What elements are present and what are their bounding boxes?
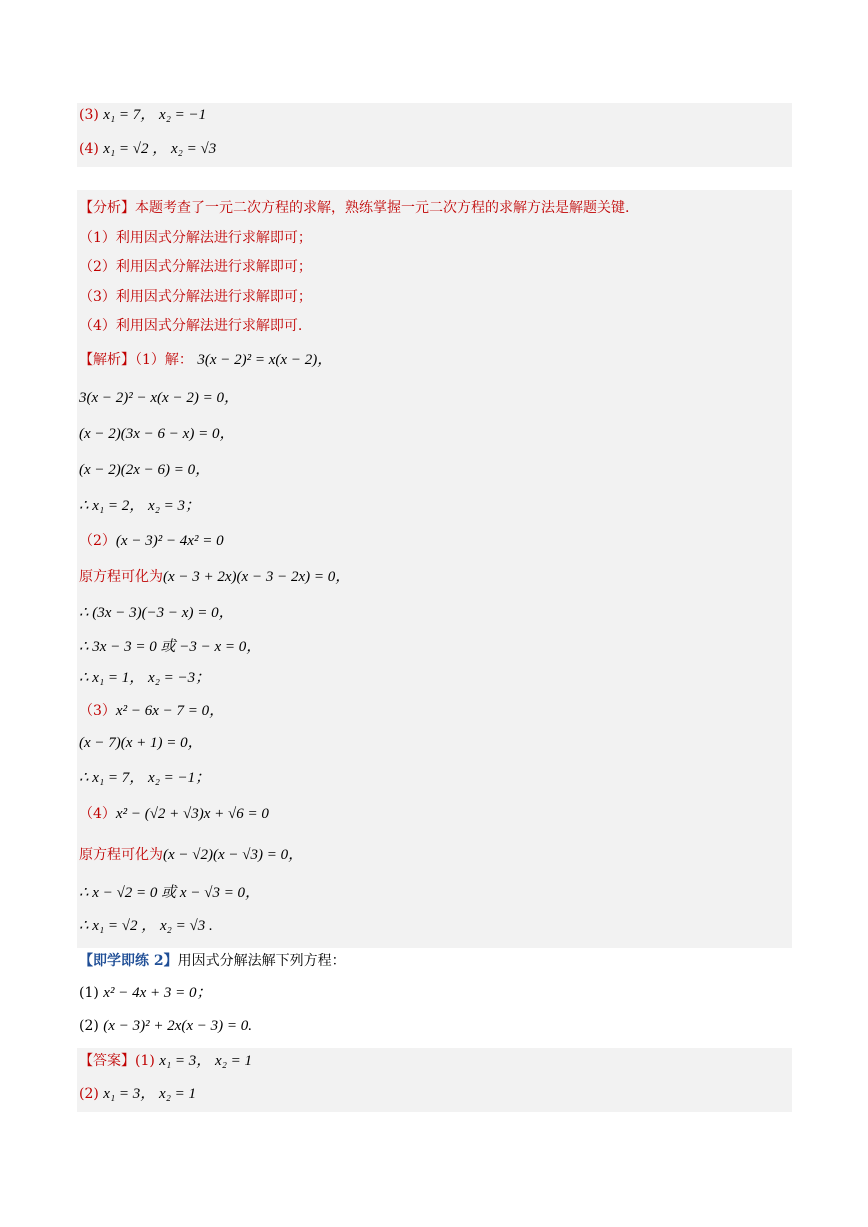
solution-step: （4）x² − (√2 + √3)x + √6 = 0 [79, 806, 269, 822]
solution-step: ∴ x₁ = 2， x₂ = 3； [79, 498, 201, 514]
solution-intro: （1）解： [135, 352, 193, 368]
analysis-tag: 【分析】 [79, 200, 135, 216]
solution-step: ∴ (3x − 3)(−3 − x) = 0， [79, 605, 234, 621]
solution-heading: 【解析】（1）解： 3(x − 2)² = x(x − 2)， [79, 352, 333, 368]
analysis-item: （3）利用因式分解法进行求解即可； [79, 289, 312, 305]
solution-step: (x − 2)(3x − 6 − x) = 0， [79, 426, 235, 442]
analysis-item: （1）利用因式分解法进行求解即可； [79, 230, 312, 246]
solution-step: （3）x² − 6x − 7 = 0， [79, 703, 225, 719]
solution-step: 原方程可化为(x − √2)(x − √3) = 0， [79, 847, 304, 863]
solution-step: (x − 2)(2x − 6) = 0， [79, 462, 211, 478]
solution-tag: 【解析】 [79, 352, 135, 368]
solution-step: ∴ x₁ = 1， x₂ = −3； [79, 670, 211, 686]
solution-step: ∴ x₁ = √2 ， x₂ = √3 . [79, 918, 213, 934]
practice-tag: 【即学即练 2】 [79, 953, 178, 969]
solution-step: （2）(x − 3)² − 4x² = 0 [79, 533, 224, 549]
analysis-text: 本题考查了一元二次方程的求解，熟练掌握一元二次方程的求解方法是解题关键. [135, 200, 630, 216]
solution-step: 原方程可化为(x − 3 + 2x)(x − 3 − 2x) = 0， [79, 569, 351, 585]
top-answer-3: (3) x₁ = 7， x₂ = −1 [79, 107, 207, 123]
solution-step: ∴ 3x − 3 = 0 或 −3 − x = 0， [79, 639, 262, 655]
answer-item: (2) x₁ = 3， x₂ = 1 [79, 1086, 197, 1102]
answer-heading: 【答案】(1) x₁ = 3， x₂ = 1 [79, 1053, 253, 1069]
practice-problem: (1) x² − 4x + 3 = 0； [79, 985, 212, 1001]
top-answer-4: (4) x₁ = √2 ， x₂ = √3 [79, 141, 217, 157]
solution-step: 3(x − 2)² − x(x − 2) = 0， [79, 390, 239, 406]
practice-heading [79, 946, 346, 976]
analysis-item: （4）利用因式分解法进行求解即可. [79, 318, 303, 334]
practice-problem: (2) (x − 3)² + 2x(x − 3) = 0. [79, 1018, 252, 1034]
solution-step: ∴ x₁ = 7， x₂ = −1； [79, 770, 211, 786]
answer-tag: 【答案】 [79, 1053, 135, 1069]
solution-step: ∴ x − √2 = 0 或 x − √3 = 0， [79, 885, 261, 901]
practice-prompt: 用因式分解法解下列方程： [177, 953, 346, 969]
solution-step: (x − 7)(x + 1) = 0， [79, 735, 203, 751]
analysis-item: （2）利用因式分解法进行求解即可； [79, 259, 312, 275]
analysis-heading [79, 193, 629, 223]
